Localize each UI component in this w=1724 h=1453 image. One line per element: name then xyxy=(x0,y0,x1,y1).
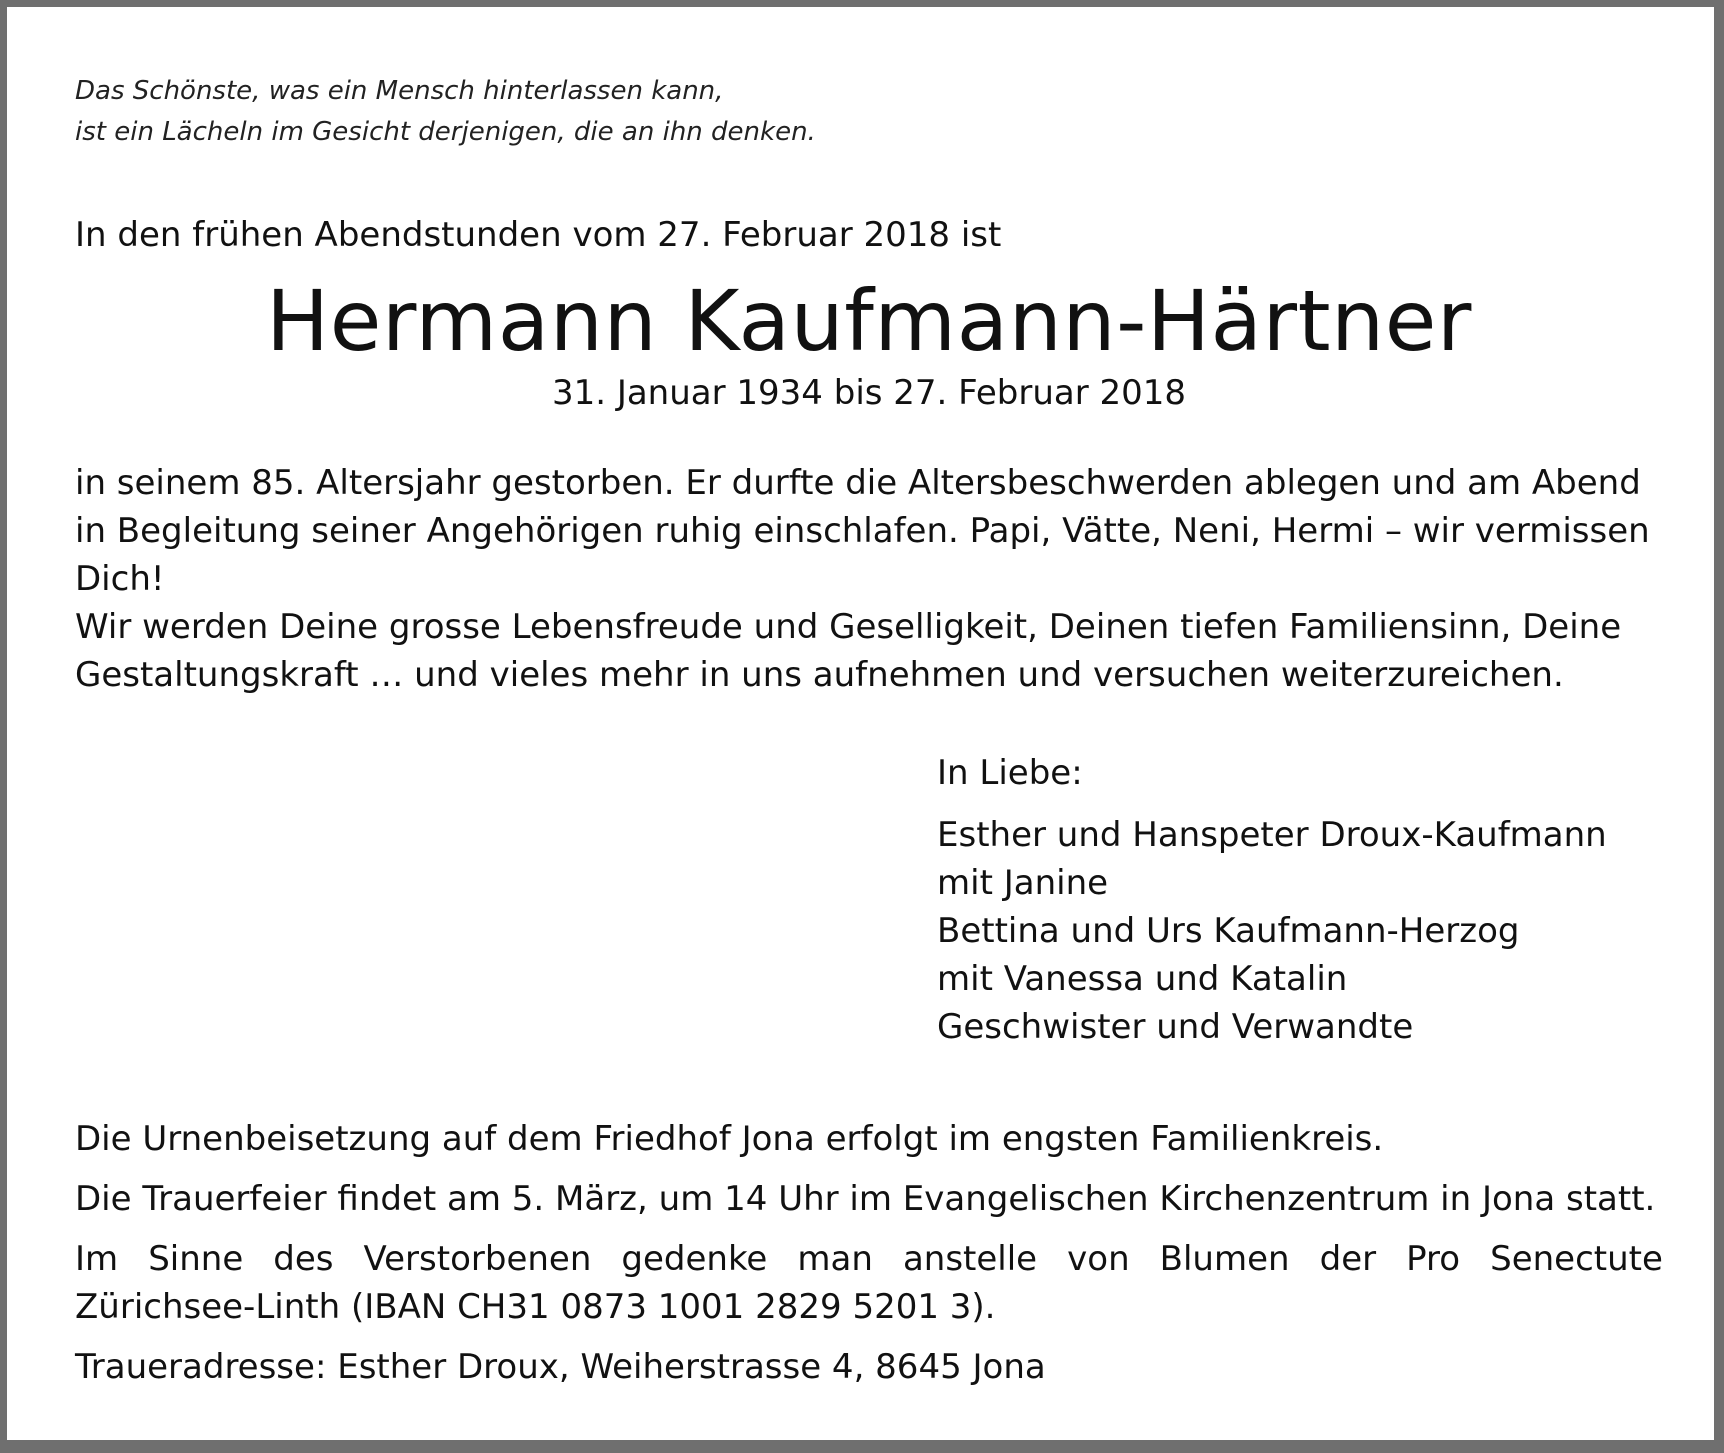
signature-block xyxy=(937,749,1663,1051)
signature-name: Geschwister und Verwandte xyxy=(937,1007,1414,1047)
motto-quote xyxy=(75,71,1663,153)
signature-heading: In Liebe: xyxy=(937,753,1083,793)
intro-text: In den frühen Abendstunden vom 27. Februar 2018 ist xyxy=(75,215,1002,255)
donation-line-2: Zürichsee-Linth (IBAN CH31 0873 1001 2829 5201 3). xyxy=(75,1287,996,1327)
donation-note xyxy=(75,1235,1663,1331)
body-line-3: Dich! xyxy=(75,559,165,599)
life-dates: 31. Januar 1934 bis 27. Februar 2018 xyxy=(551,373,1187,413)
deceased-name: Hermann Kaufmann-Härtner xyxy=(266,272,1472,370)
signature-name: Esther und Hanspeter Droux-Kaufmann xyxy=(937,815,1607,855)
obituary-notice xyxy=(75,61,1663,1403)
signature-name: Bettina und Urs Kaufmann-Herzog xyxy=(937,911,1520,951)
body-line-2: in Begleitung seiner Angehörigen ruhig einschlafen. Papi, Vätte, Neni, Hermi – wir vermissen xyxy=(75,511,1650,551)
motto-line-2: ist ein Lächeln im Gesicht derjenigen, die an ihn denken. xyxy=(75,117,816,147)
ceremony-note: Die Trauerfeier findet am 5. März, um 14 Uhr im Evangelischen Kirchenzentrum in Jona statt. xyxy=(75,1179,1656,1219)
signature-name: mit Janine xyxy=(937,863,1109,903)
body-text xyxy=(75,459,1663,699)
body-line-1: in seinem 85. Altersjahr gestorben. Er durfte die Altersbeschwerden ablegen und am Abend xyxy=(75,463,1641,503)
burial-note: Die Urnenbeisetzung auf dem Friedhof Jona erfolgt im engsten Familienkreis. xyxy=(75,1119,1384,1159)
motto-line-1: Das Schönste, was ein Mensch hinterlassen kann, xyxy=(75,76,724,106)
body-line-5: Gestaltungskraft … und vieles mehr in uns aufnehmen und versuchen weiterzureichen. xyxy=(75,655,1564,695)
signature-name: mit Vanessa und Katalin xyxy=(937,959,1348,999)
body-line-4: Wir werden Deine grosse Lebensfreude und Geselligkeit, Deinen tiefen Familiensinn, Deine xyxy=(75,607,1622,647)
notes-section xyxy=(75,1115,1663,1391)
donation-line-1: Im Sinne des Verstorbenen gedenke man anstelle von Blumen der Pro Senectute xyxy=(75,1239,1663,1279)
mourning-address: Traueradresse: Esther Droux, Weiherstrasse 4, 8645 Jona xyxy=(75,1347,1046,1387)
